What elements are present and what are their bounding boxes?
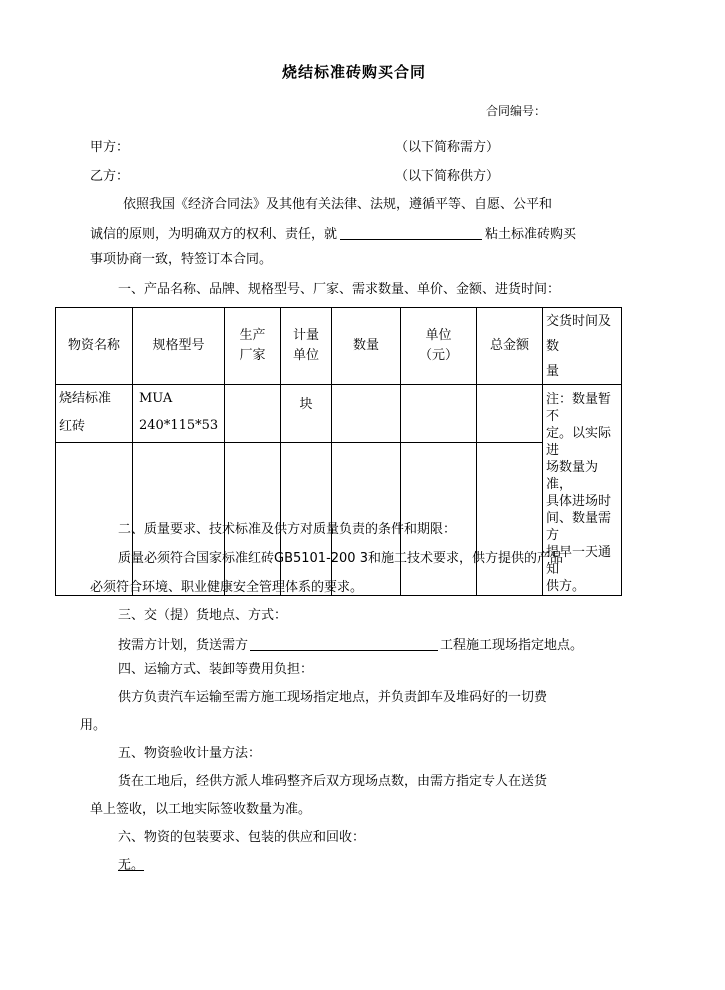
section-2-heading: 二、质量要求、技术标准及供方对质量负责的条件和期限： bbox=[118, 522, 457, 537]
cell-maker bbox=[225, 385, 281, 443]
header-delivery: 交货时间及数 量 bbox=[543, 308, 622, 385]
cell-empty bbox=[401, 443, 477, 596]
preamble-line-3: 事项协商一致，特签订本合同。 bbox=[90, 252, 273, 267]
party-a-label: 甲方： bbox=[90, 140, 130, 155]
section-3-line: 按需方计划，货送需方 工程施工现场指定地点。 bbox=[118, 638, 584, 653]
cell-empty bbox=[477, 443, 543, 596]
section-6-answer: 无。 bbox=[118, 858, 145, 873]
header-spec: 规格型号 bbox=[133, 308, 225, 385]
party-b-note: （以下简称供方） bbox=[395, 169, 500, 184]
cell-unit: 块 bbox=[281, 385, 332, 443]
section-4-line-1: 供方负责汽车运输至需方施工现场指定地点，并负责卸车及堆码好的一切费 bbox=[118, 690, 548, 705]
header-qty: 数量 bbox=[332, 308, 401, 385]
header-price: 单位 （元） bbox=[401, 308, 477, 385]
preamble-line-2 bbox=[90, 225, 576, 243]
preamble-line-1: 依照我国《经济合同法》及其他有关法律、法规，遵循平等、自愿、公平和 bbox=[123, 197, 553, 212]
cell-total bbox=[477, 385, 543, 443]
party-a-note: （以下简称需方） bbox=[395, 140, 500, 155]
section-1-heading: 一、产品名称、品牌、规格型号、厂家、需求数量、单价、金额、进货时间： bbox=[118, 282, 561, 297]
section-3-heading: 三、交（提）货地点、方式： bbox=[118, 608, 288, 623]
cell-qty bbox=[332, 385, 401, 443]
section-4-line-2: 用。 bbox=[80, 718, 107, 733]
party-b-label: 乙方： bbox=[90, 169, 130, 184]
cell-empty bbox=[56, 443, 133, 596]
header-name: 物资名称 bbox=[56, 308, 133, 385]
cell-delivery-note: 注：数量暂不 定。以实际进 场数量为准， 具体进场时 间、数量需方 提早一天通知 供方。 bbox=[543, 385, 622, 596]
cell-price bbox=[401, 385, 477, 443]
table-row bbox=[56, 385, 622, 443]
cell-empty bbox=[225, 443, 281, 596]
table-header-row bbox=[56, 308, 622, 385]
contract-title: 烧结标准砖购买合同 bbox=[282, 63, 427, 81]
site-blank-line bbox=[250, 636, 438, 651]
table-row bbox=[56, 443, 622, 596]
preamble-line-2-after: 粘土标准砖购买 bbox=[485, 227, 577, 242]
section-2-line-2: 必须符合环境、职业健康安全管理体系的要求。 bbox=[90, 580, 364, 595]
cell-empty bbox=[133, 443, 225, 596]
header-unit: 计量 单位 bbox=[281, 308, 332, 385]
cell-product-name: 烧结标准 红砖 bbox=[56, 385, 133, 443]
cell-product-spec: MUA 240*115*53 bbox=[133, 385, 225, 443]
section-5-heading: 五、物资验收计量方法： bbox=[118, 746, 262, 761]
header-maker: 生产 厂家 bbox=[225, 308, 281, 385]
header-total: 总金额 bbox=[477, 308, 543, 385]
cell-empty bbox=[281, 443, 332, 596]
contract-number-label: 合同编号： bbox=[486, 104, 547, 118]
section-6-heading: 六、物资的包装要求、包装的供应和回收： bbox=[118, 830, 366, 845]
section-4-heading: 四、运输方式、装卸等费用负担： bbox=[118, 662, 314, 677]
preamble-line-2-before: 诚信的原则，为明确双方的权利、责任，就 bbox=[90, 227, 338, 242]
section-5-line-1: 货在工地后，经供方派人堆码整齐后双方现场点数，由需方指定专人在送货 bbox=[118, 774, 548, 789]
product-blank-line bbox=[340, 225, 482, 240]
section-5-line-2: 单上签收，以工地实际签收数量为准。 bbox=[90, 802, 312, 817]
cell-empty bbox=[332, 443, 401, 596]
section-2-line-1: 质量必须符合国家标准红砖GB5101-200 3和施工技术要求，供方提供的产品 bbox=[118, 551, 563, 566]
